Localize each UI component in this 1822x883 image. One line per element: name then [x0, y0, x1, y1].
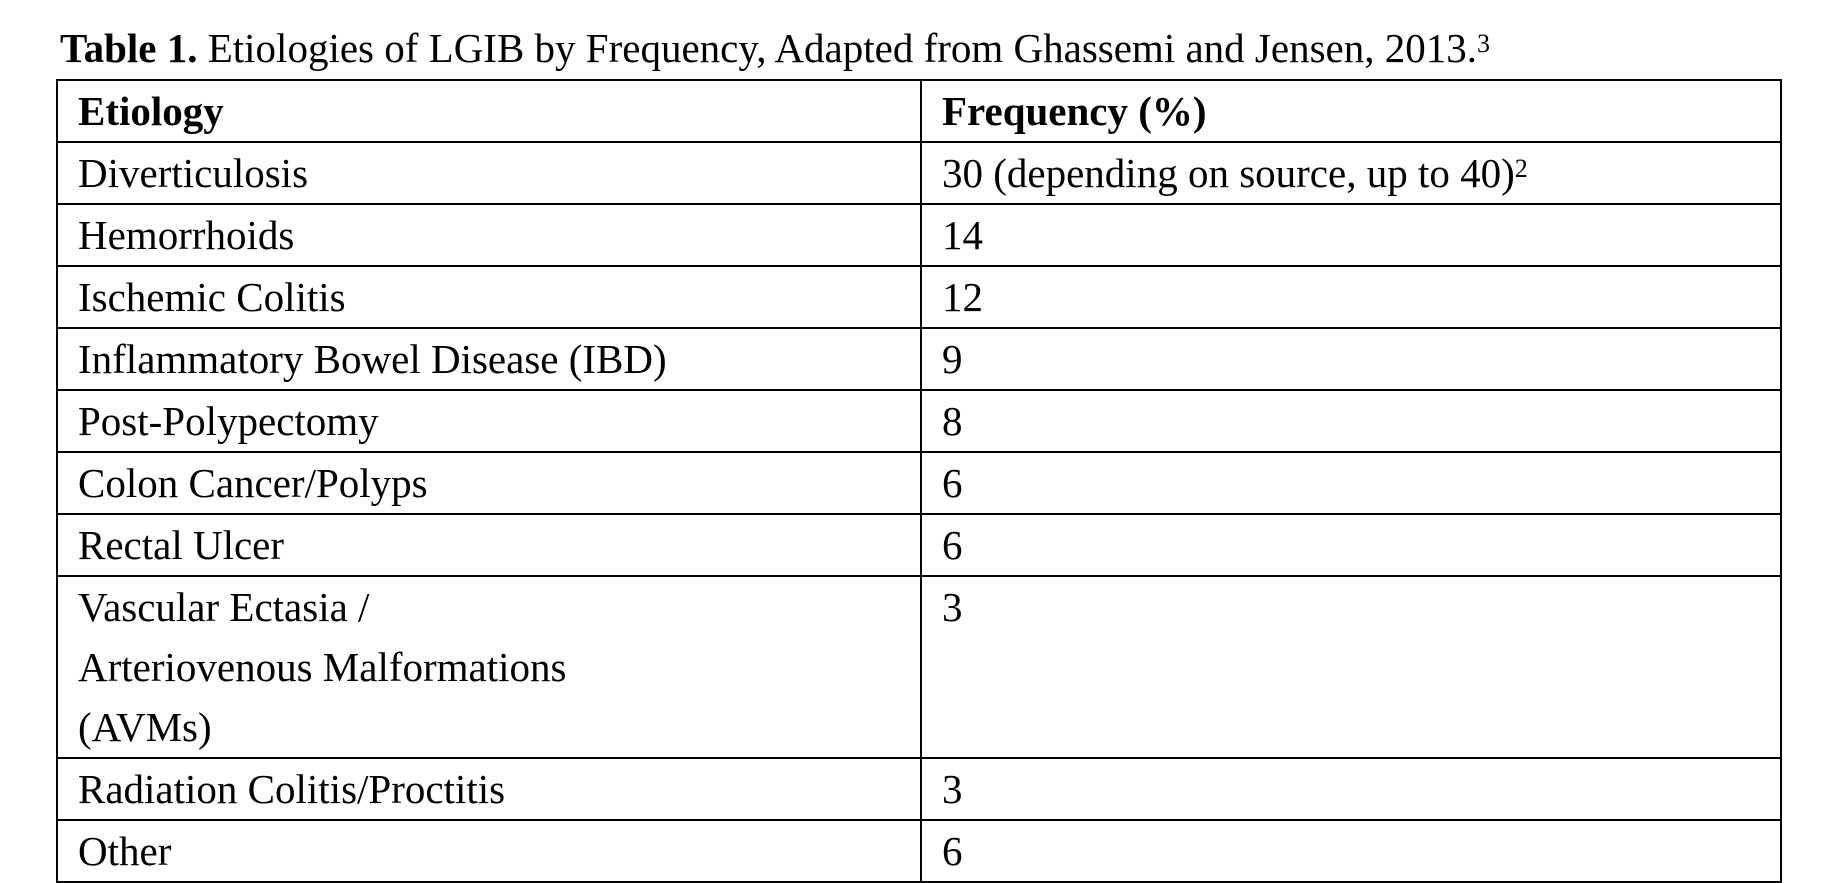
etiology-cell: Diverticulosis [57, 142, 921, 204]
caption-text: Etiologies of LGIB by Frequency, Adapted from Ghassemi and Jensen, 2013. [197, 25, 1477, 71]
header-etiology: Etiology [57, 80, 921, 142]
etiology-cell: Hemorrhoids [57, 204, 921, 266]
table-row [57, 514, 1781, 576]
etiology-cell: Ischemic Colitis [57, 266, 921, 328]
etiology-cell: Colon Cancer/Polyps [57, 452, 921, 514]
table-row [57, 204, 1781, 266]
frequency-cell: 6 [921, 452, 1781, 514]
table-caption [60, 22, 1490, 74]
frequency-cell: 12 [921, 266, 1781, 328]
table-row [57, 758, 1781, 820]
caption-label: Table 1. [60, 25, 198, 71]
frequency-cell: 3 [921, 576, 1781, 758]
table-row [57, 452, 1781, 514]
frequency-cell: 6 [921, 514, 1781, 576]
frequency-cell: 8 [921, 390, 1781, 452]
frequency-cell: 6 [921, 820, 1781, 882]
table-row [57, 266, 1781, 328]
etiology-cell: Inflammatory Bowel Disease (IBD) [57, 328, 921, 390]
etiology-cell: Rectal Ulcer [57, 514, 921, 576]
table-row [57, 390, 1781, 452]
etiology-cell: Radiation Colitis/Proctitis [57, 758, 921, 820]
table-row [57, 328, 1781, 390]
table-row [57, 142, 1781, 204]
etiology-cell: Post-Polypectomy [57, 390, 921, 452]
etiology-cell: Other [57, 820, 921, 882]
frequency-cell: 9 [921, 328, 1781, 390]
header-frequency: Frequency (%) [921, 80, 1781, 142]
caption-reference: 3 [1476, 29, 1490, 58]
etiology-cell: Vascular Ectasia / Arteriovenous Malformations (AVMs) [57, 576, 921, 758]
table-header-row [57, 80, 1781, 142]
table-row [57, 576, 1781, 758]
frequency-reference: 2 [1514, 154, 1528, 183]
table-row [57, 820, 1781, 882]
etiology-table [56, 79, 1782, 883]
frequency-value: 30 (depending on source, up to 40) [942, 150, 1515, 196]
frequency-cell: 14 [921, 204, 1781, 266]
frequency-cell: 3 [921, 758, 1781, 820]
frequency-cell [921, 142, 1781, 204]
